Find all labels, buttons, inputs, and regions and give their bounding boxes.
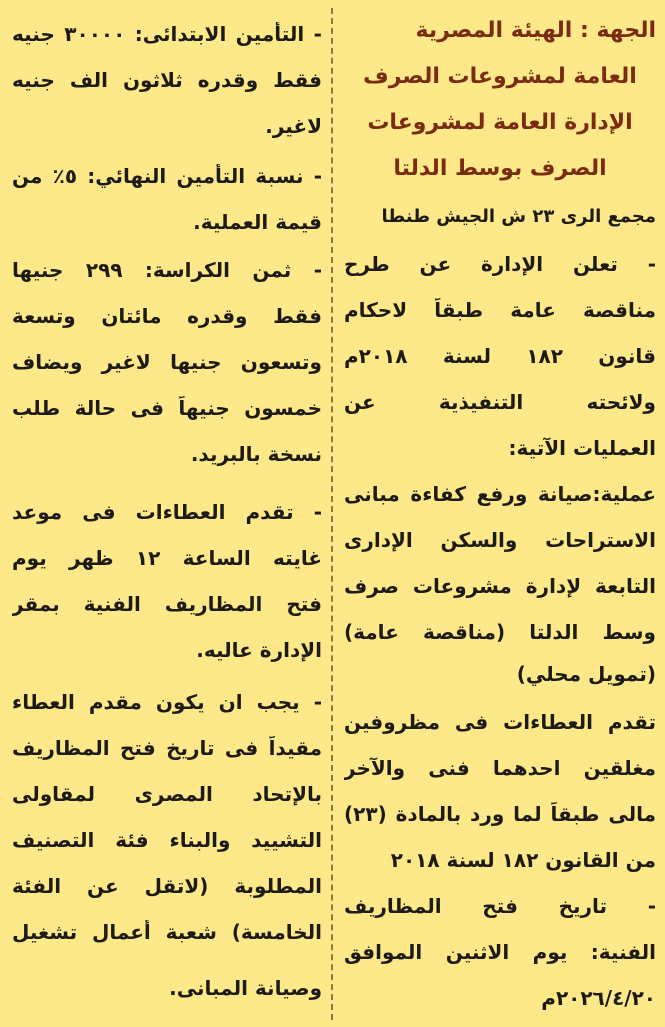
body-line: (تمويل محلي) <box>516 662 656 686</box>
body-line: وسط الدلتا (مناقصة عامة) <box>344 620 656 644</box>
body-line: العمليات الآتية: <box>508 436 656 460</box>
body-line: قيمة العملية. <box>193 210 322 234</box>
body-line: - التأمين الابتدائى: ٣٠٠٠٠ جنيه <box>12 22 322 46</box>
body-line: التشييد والبناء فئة التصنيف <box>12 828 322 852</box>
body-line: وصيانة المبانى. <box>169 976 322 1000</box>
body-line: من القانون ١٨٢ لسنة ٢٠١٨ <box>390 848 656 872</box>
header-line: العامة لمشروعات الصرف <box>363 64 637 89</box>
body-line: وتسعون جنيها لاغير ويضاف <box>12 350 322 374</box>
body-line: مناقصة عامة طبقاً لاحكام <box>344 298 656 322</box>
body-line: مالى طبقاً لما ورد بالمادة (٢٣) <box>344 802 656 826</box>
body-line: - يجب ان يكون مقدم العطاء <box>12 690 322 714</box>
body-line: - تقدم العطاءات فى موعد <box>12 500 322 524</box>
body-line: الإدارة عاليه. <box>196 638 322 662</box>
header-line: الإدارة العامة لمشروعات <box>367 110 633 135</box>
body-line: مغلقين احدهما فنى والآخر <box>344 756 656 780</box>
body-line: الخامسة) شعبة أعمال تشغيل <box>12 920 322 944</box>
body-line: - تعلن الإدارة عن طرح <box>344 252 656 276</box>
body-line: - تاريخ فتح المظاريف <box>344 894 656 918</box>
body-line: التابعة لإدارة مشروعات صرف <box>344 574 656 598</box>
body-line: الاستراحات والسكن الإدارى <box>344 528 656 552</box>
body-line: مقيداً فى تاريخ فتح المظاريف <box>12 736 322 760</box>
body-line: المطلوبة (لاتقل عن الفئة <box>12 874 322 898</box>
body-line: نسخة بالبريد. <box>190 442 322 466</box>
body-line: الفنية: يوم الاثنين الموافق <box>344 940 656 964</box>
body-line: عملية:صيانة ورفع كفاءة مبانى <box>344 482 656 506</box>
body-line: ٢٠٢٦/٤/٢٠م <box>541 986 656 1010</box>
header-line: الصرف بوسط الدلتا <box>393 156 607 181</box>
body-line: فقط وقدره ثلاثون الف جنيه <box>12 68 322 92</box>
body-line: قانون ١٨٢ لسنة ٢٠١٨م <box>344 344 656 368</box>
body-line: - ثمن الكراسة: ٢٩٩ جنيها <box>12 258 322 282</box>
body-line: تقدم العطاءات فى مظروفين <box>344 710 656 734</box>
address-line: مجمع الرى ٢٣ ش الجيش طنطا <box>381 206 656 227</box>
body-line: غايته الساعة ١٢ ظهر يوم <box>12 546 322 570</box>
column-divider <box>331 8 333 1020</box>
body-line: فتح المظاريف الفنية بمقر <box>12 592 322 616</box>
body-line: ولائحته التنفيذية عن <box>344 390 656 414</box>
header-line: الجهة : الهيئة المصرية <box>415 18 656 43</box>
body-line: فقط وقدره مائتان وتسعة <box>12 304 322 328</box>
body-line: - نسبة التأمين النهائي: ٥٪ من <box>12 164 322 188</box>
body-line: لاغير. <box>265 114 322 138</box>
body-line: خمسون جنيهاً فى حالة طلب <box>12 396 322 420</box>
body-line: بالإتحاد المصرى لمقاولى <box>12 782 322 806</box>
